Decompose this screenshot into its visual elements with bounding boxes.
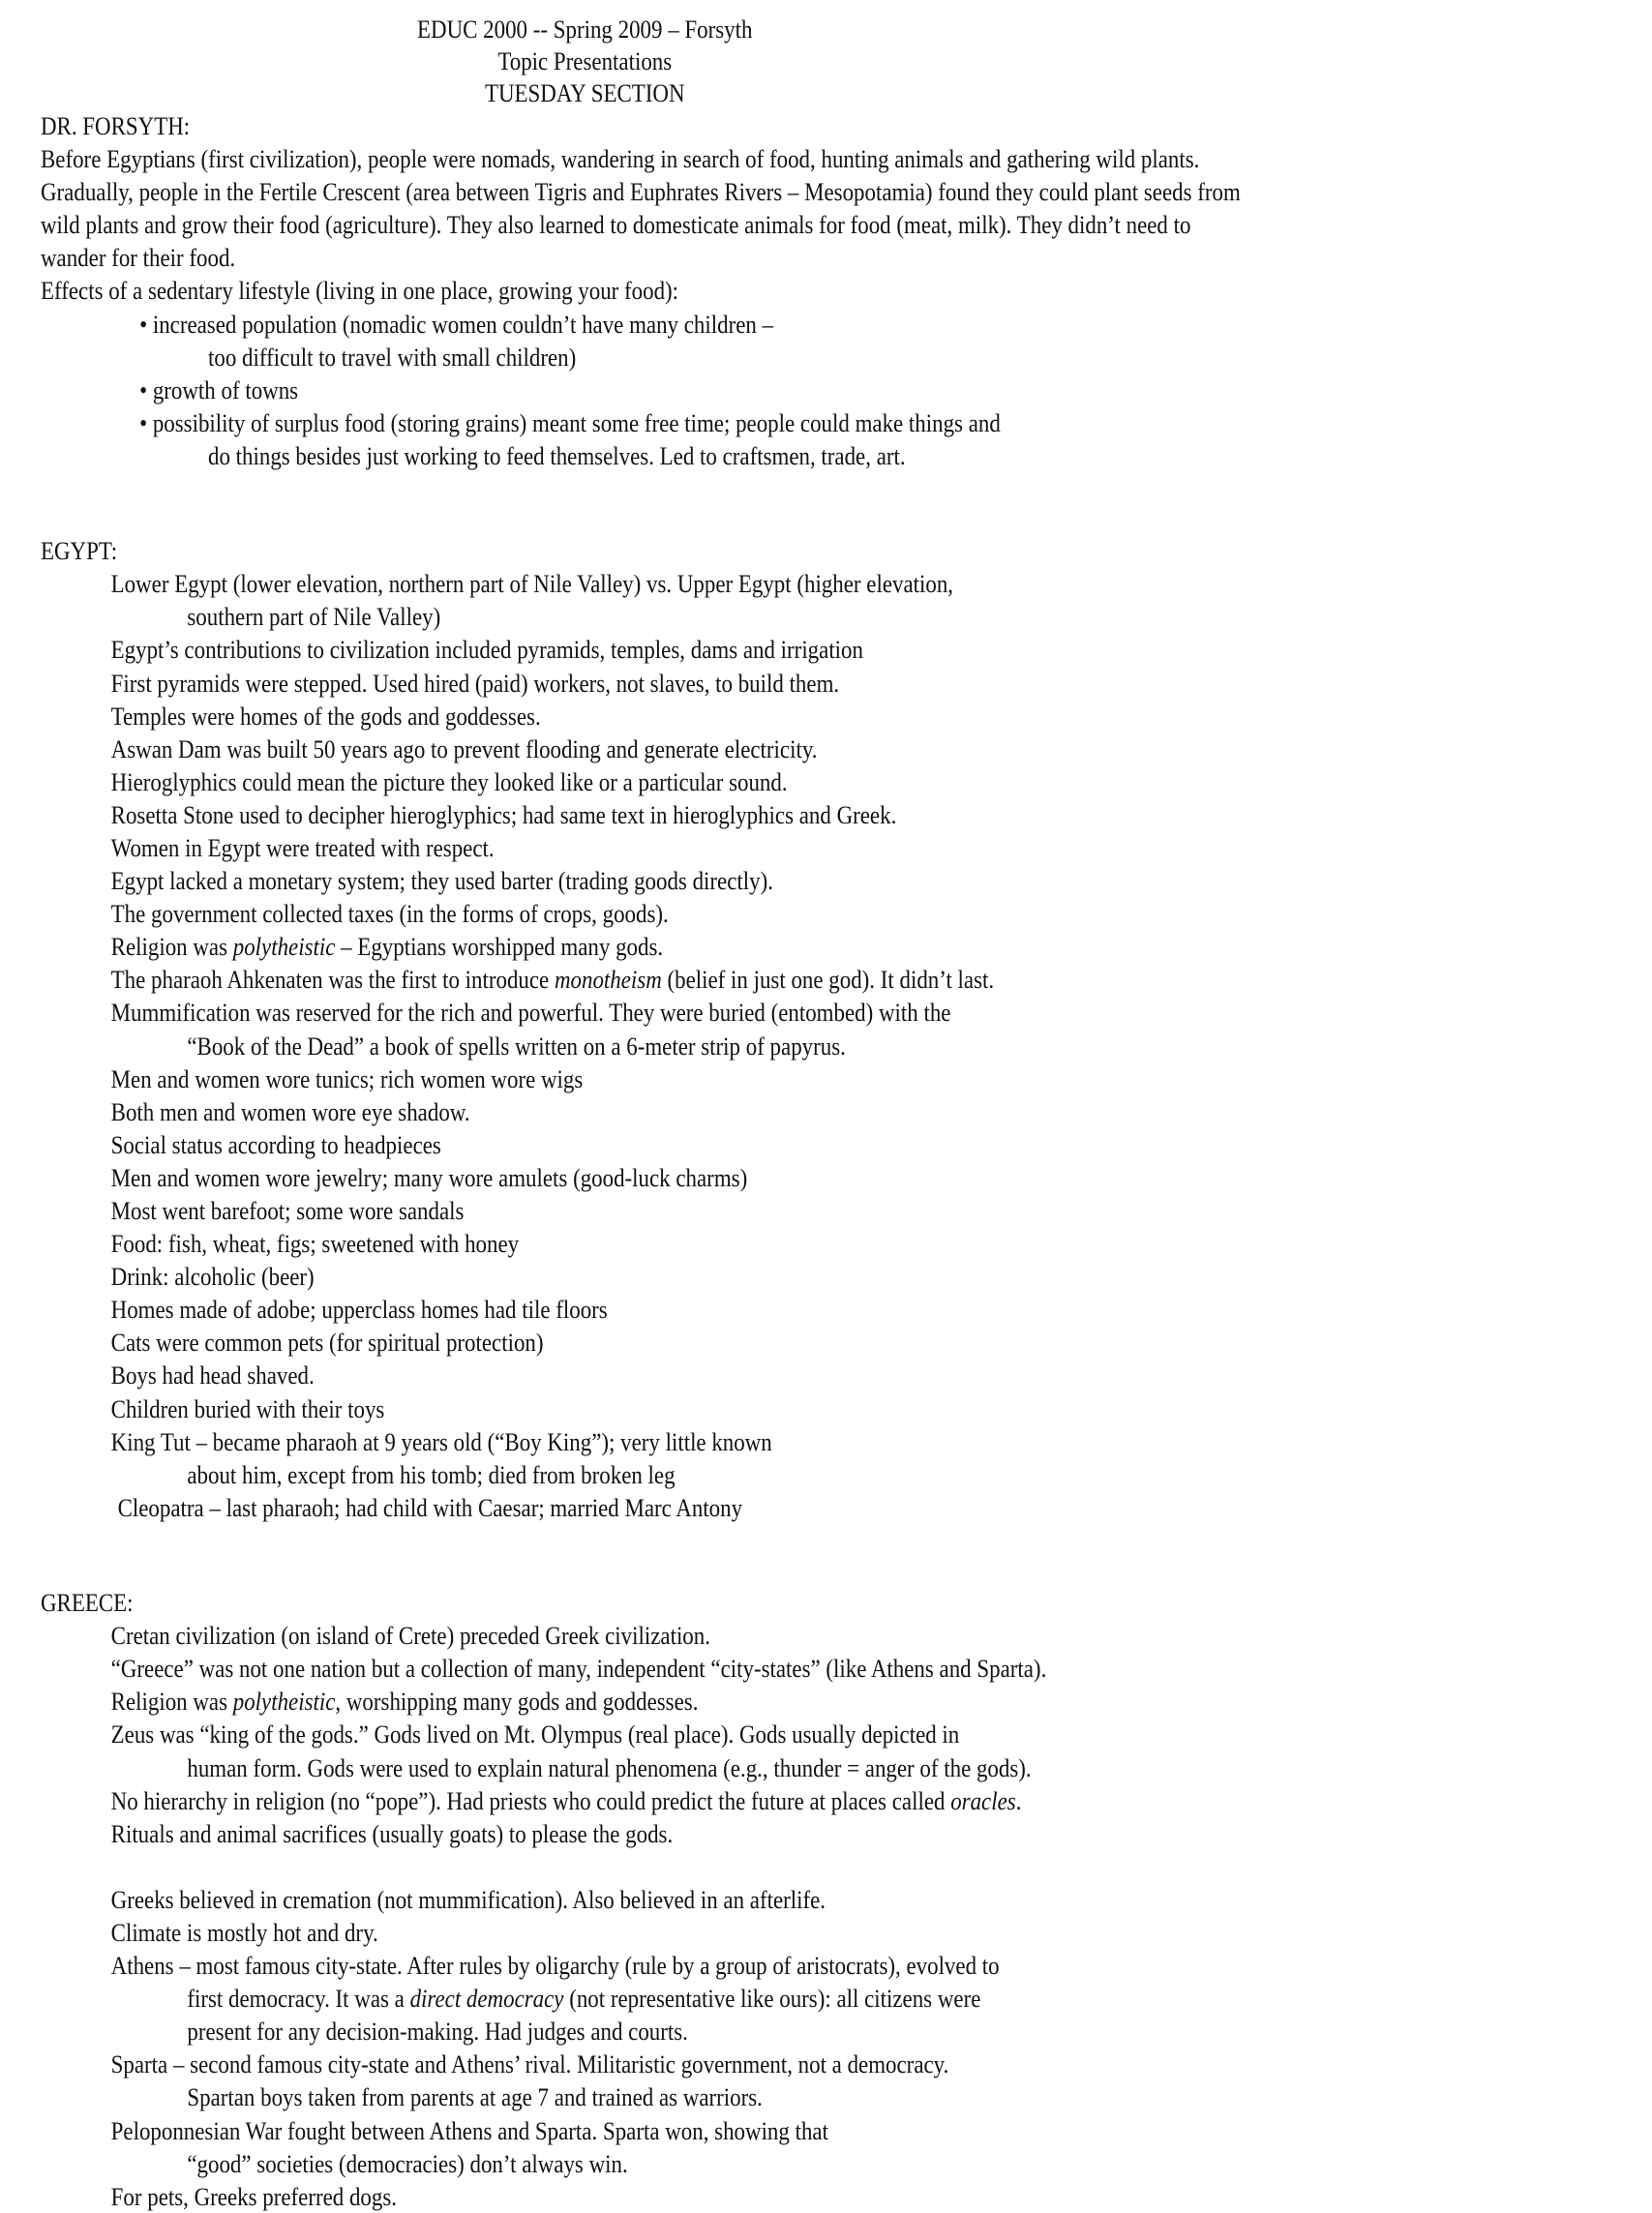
greece-line-continuation: present for any decision-making. Had judges and courts. xyxy=(187,2017,688,2047)
forsyth-line: Before Egyptians (first civilization), people were nomads, wandering in search of food, hunting animals and gathering wild plants. xyxy=(41,144,1200,174)
greece-line-continuation: human form. Gods were used to explain natural phenomena (e.g., thunder = anger of the gods). xyxy=(187,1752,1032,1782)
section-spacer xyxy=(41,505,1652,534)
greece-line-oracles xyxy=(41,1784,1652,1817)
egypt-line-cleopatra: Cleopatra – last pharaoh; had child with Caesar; married Marc Antony xyxy=(117,1492,743,1522)
egypt-line: Boys had head shaved. xyxy=(110,1361,315,1391)
text-segment: . xyxy=(1015,1785,1022,1815)
header-line-course: EDUC 2000 -- Spring 2009 – Forsyth xyxy=(417,15,753,44)
forsyth-bullet-continuation: do things besides just working to feed themselves. Led to craftsmen, trade, art. xyxy=(208,440,906,470)
egypt-line-continuation: “Book of the Dead” a book of spells written on a 6-meter strip of papyrus. xyxy=(187,1031,846,1061)
text-segment: (not representative like ours): all citizens were xyxy=(563,1984,981,2014)
egypt-line: Mummification was reserved for the rich and powerful. They were buried (entombed) with the xyxy=(110,998,951,1028)
forsyth-bullet: • possibility of surplus food (storing grains) meant some free time; people could make things and xyxy=(139,407,1001,437)
egypt-line-continuation: southern part of Nile Valley) xyxy=(187,602,441,632)
text-segment: first democracy. It was a xyxy=(187,1984,410,2014)
greece-line: Climate is mostly hot and dry. xyxy=(110,1917,378,1947)
egypt-line: Women in Egypt were treated with respect. xyxy=(110,832,495,862)
forsyth-line: wild plants and grow their food (agriculture). They also learned to domesticate animals for food (meat, milk). They didn’t need to xyxy=(41,210,1191,240)
emphasis-polytheistic: polytheistic xyxy=(232,932,336,962)
forsyth-line: wander for their food. xyxy=(41,243,236,273)
egypt-line: Egypt’s contributions to civilization included pyramids, temples, dams and irrigation xyxy=(110,635,863,665)
emphasis-monotheism: monotheism xyxy=(554,965,662,995)
greece-line: “Greece” was not one nation but a collection of many, independent “city-states” (like Athens and Sparta). xyxy=(110,1654,1047,1684)
egypt-line-religion xyxy=(41,930,1652,963)
emphasis-oracles: oracles xyxy=(950,1785,1016,1815)
text-segment: Religion was xyxy=(110,1687,233,1717)
egypt-line: Food: fish, wheat, figs; sweetened with honey xyxy=(110,1229,520,1259)
egypt-line: Temples were homes of the gods and goddesses. xyxy=(110,701,541,731)
greece-line: Greeks believed in cremation (not mummification). Also believed in an afterlife. xyxy=(110,1884,826,1914)
greece-line: Zeus was “king of the gods.” Gods lived on Mt. Olympus (real place). Gods usually depicted in xyxy=(110,1720,960,1749)
egypt-line: Men and women wore jewelry; many wore amulets (good-luck charms) xyxy=(110,1162,748,1192)
greece-line-religion xyxy=(41,1685,1652,1718)
egypt-line: The government collected taxes (in the forms of crops, goods). xyxy=(110,899,669,929)
forsyth-bullet: • growth of towns xyxy=(139,374,299,404)
greece-line-continuation xyxy=(41,1982,1652,2015)
section-heading-greece: GREECE: xyxy=(41,1588,134,1618)
greece-line: Rituals and animal sacrifices (usually goats) to please the gods. xyxy=(110,1818,674,1848)
greece-line-peloponnesian-war: Peloponnesian War fought between Athens and Sparta. Sparta won, showing that xyxy=(110,2115,828,2145)
header-line-subtitle: Topic Presentations xyxy=(497,46,673,75)
greece-line-continuation: Spartan boys taken from parents at age 7 and trained as warriors. xyxy=(187,2082,763,2112)
section-spacer xyxy=(41,472,1652,505)
forsyth-line: Gradually, people in the Fertile Crescent (area between Tigris and Euphrates Rivers – Mesopotamia) found they could plant seeds from xyxy=(41,177,1241,207)
text-segment: – Egyptians worshipped many gods. xyxy=(335,932,664,962)
text-segment: (belief in just one god). It didn’t last. xyxy=(661,965,995,995)
egypt-line: First pyramids were stepped. Used hired (paid) workers, not slaves, to build them. xyxy=(110,668,840,698)
paragraph-spacer xyxy=(41,1850,1652,1883)
egypt-line: Lower Egypt (lower elevation, northern part of Nile Valley) vs. Upper Egypt (higher elevation, xyxy=(110,569,954,599)
greece-line: Cretan civilization (on island of Crete) preceded Greek civilization. xyxy=(110,1621,710,1651)
egypt-line: Egypt lacked a monetary system; they used barter (trading goods directly). xyxy=(110,866,773,896)
egypt-line-monotheism xyxy=(41,963,1652,996)
greece-line-athens: Athens – most famous city-state. After rules by oligarchy (rule by a group of aristocrats), evolved to xyxy=(110,1951,1000,1981)
egypt-line: Children buried with their toys xyxy=(110,1393,385,1423)
text-segment: The pharaoh Ahkenaten was the first to introduce xyxy=(110,965,555,995)
forsyth-bullet-continuation: too difficult to travel with small children) xyxy=(208,342,577,372)
section-heading-egypt: EGYPT: xyxy=(41,536,118,566)
egypt-line: Most went barefoot; some wore sandals xyxy=(110,1196,465,1225)
header-line-section: TUESDAY SECTION xyxy=(484,78,685,107)
text-segment: , worshipping many gods and goddesses. xyxy=(335,1687,699,1717)
text-segment: No hierarchy in religion (no “pope”). Had priests who could predict the future at places called xyxy=(110,1785,951,1815)
egypt-line: Hieroglyphics could mean the picture they looked like or a particular sound. xyxy=(110,766,788,796)
emphasis-polytheistic: polytheistic xyxy=(232,1687,336,1717)
egypt-line: Social status according to headpieces xyxy=(110,1129,441,1159)
section-heading-forsyth: DR. FORSYTH: xyxy=(41,111,191,140)
egypt-line: Aswan Dam was built 50 years ago to prevent flooding and generate electricity. xyxy=(110,733,818,763)
text-segment: Religion was xyxy=(110,932,233,962)
egypt-line: Both men and women wore eye shadow. xyxy=(110,1096,470,1126)
egypt-line: Cats were common pets (for spiritual protection) xyxy=(110,1328,544,1358)
egypt-line: Men and women wore tunics; rich women wore wigs xyxy=(110,1063,584,1093)
section-spacer xyxy=(41,1557,1652,1586)
document-body xyxy=(41,14,1652,2213)
greece-line: For pets, Greeks preferred dogs. xyxy=(110,2181,398,2211)
forsyth-line: Effects of a sedentary lifestyle (living in one place, growing your food): xyxy=(41,276,679,306)
section-spacer xyxy=(41,1524,1652,1557)
egypt-line-continuation: about him, except from his tomb; died from broken leg xyxy=(187,1459,676,1489)
document-header xyxy=(41,14,1129,109)
egypt-line: Homes made of adobe; upperclass homes had tile floors xyxy=(110,1295,608,1325)
egypt-line: Drink: alcoholic (beer) xyxy=(110,1262,315,1292)
egypt-line-king-tut: King Tut – became pharaoh at 9 years old (“Boy King”); very little known xyxy=(110,1426,772,1456)
greece-line-continuation: “good” societies (democracies) don’t always win. xyxy=(187,2148,628,2178)
emphasis-direct-democracy: direct democracy xyxy=(409,1984,564,2014)
egypt-line: Rosetta Stone used to decipher hieroglyphics; had same text in hieroglyphics and Greek. xyxy=(110,799,897,829)
forsyth-bullet: • increased population (nomadic women couldn’t have many children – xyxy=(139,309,774,339)
greece-line-sparta: Sparta – second famous city-state and Athens’ rival. Militaristic government, not a democracy. xyxy=(110,2049,949,2079)
